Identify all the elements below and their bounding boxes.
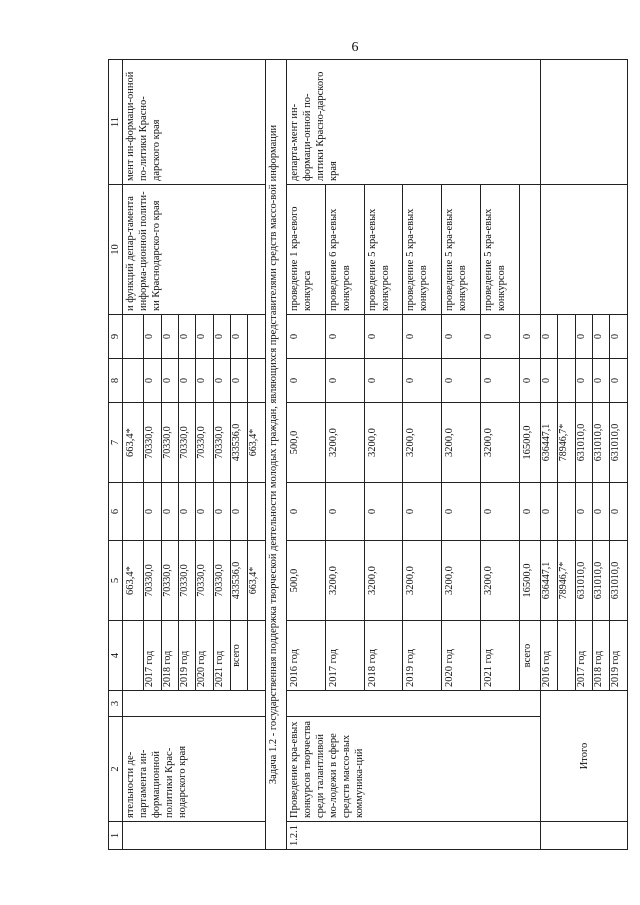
column-number: 7	[109, 403, 123, 483]
column-number-row	[109, 60, 123, 850]
value-cell: 0	[519, 483, 540, 541]
value-cell: 0	[231, 315, 248, 359]
column-number: 6	[109, 483, 123, 541]
value-cell: 0	[179, 315, 196, 359]
program-measures-table	[108, 59, 628, 850]
value-cell: 0	[480, 483, 519, 541]
task-row	[265, 60, 286, 850]
year-cell: 2019 год	[610, 621, 628, 691]
value-cell: 0	[480, 315, 519, 359]
value-cell: 3200,0	[364, 541, 403, 621]
executor-cell: мент ин-формаци-онной по-литики Красно-дарского края	[123, 60, 266, 185]
value-cell: 631010,0	[593, 541, 610, 621]
year-cell: 2016 год	[287, 621, 326, 691]
value-cell: 0	[442, 315, 481, 359]
value-cell: 0	[325, 315, 364, 359]
year-cell: 2019 год	[403, 621, 442, 691]
value-cell: 0	[144, 359, 161, 403]
value-cell: 0	[480, 359, 519, 403]
value-cell: 0	[610, 315, 628, 359]
value-cell: 0	[213, 483, 230, 541]
value-cell: 0	[196, 315, 213, 359]
value-cell: 663,4*	[123, 541, 144, 621]
value-cell: 3200,0	[442, 403, 481, 483]
column-number: 10	[109, 185, 123, 315]
value-cell: 0	[287, 359, 326, 403]
value-cell: 0	[593, 359, 610, 403]
value-cell: 3200,0	[480, 541, 519, 621]
year-cell: 2020 год	[442, 621, 481, 691]
value-cell: 3200,0	[442, 541, 481, 621]
column-number: 5	[109, 541, 123, 621]
value-cell: 16500,0	[519, 541, 540, 621]
value-cell: 70330,0	[144, 541, 161, 621]
executor-cell: департа-мент ин-формаци-онной по-литики Красно-дарского края	[287, 60, 541, 185]
value-cell: 500,0	[287, 403, 326, 483]
column-number: 4	[109, 621, 123, 691]
year-cell	[558, 621, 575, 691]
value-cell: 0	[161, 359, 178, 403]
value-cell: 0	[144, 315, 161, 359]
value-cell: 70330,0	[179, 403, 196, 483]
value-cell: 0	[213, 315, 230, 359]
measure-number-cell	[123, 822, 266, 850]
value-cell: 0	[541, 359, 558, 403]
value-cell: 0	[403, 483, 442, 541]
measure-name-cell: Проведение кра-евых конкурсов творчества среди талантливой мо-лодежи в сфере средств массо-вых коммуника-ций	[287, 717, 541, 822]
value-cell: 0	[575, 359, 592, 403]
value-cell: 3200,0	[480, 403, 519, 483]
year-cell: всего	[231, 621, 248, 691]
value-cell	[558, 359, 575, 403]
year-cell: 2021 год	[480, 621, 519, 691]
value-cell: 631010,0	[610, 403, 628, 483]
value-cell: 70330,0	[196, 403, 213, 483]
year-cell: 2016 год	[541, 621, 558, 691]
value-cell: 70330,0	[213, 541, 230, 621]
value-cell: 3200,0	[364, 403, 403, 483]
value-cell: 0	[161, 483, 178, 541]
value-cell: 0	[403, 315, 442, 359]
value-cell: 0	[144, 483, 161, 541]
result-cell: проведение 5 кра-евых конкурсов	[442, 185, 481, 315]
value-cell: 0	[575, 315, 592, 359]
value-cell: 663,4*	[248, 541, 265, 621]
value-cell	[123, 315, 144, 359]
column-number: 11	[109, 60, 123, 185]
value-cell: 0	[593, 483, 610, 541]
value-cell: 0	[593, 315, 610, 359]
value-cell	[558, 483, 575, 541]
table-row	[541, 60, 558, 850]
executor-cell	[541, 60, 628, 185]
column-number: 2	[109, 717, 123, 822]
result-cell	[541, 185, 628, 315]
value-cell	[558, 315, 575, 359]
value-cell: 0	[403, 359, 442, 403]
value-cell: 3200,0	[403, 541, 442, 621]
year-cell: 2020 год	[196, 621, 213, 691]
year-cell	[248, 621, 265, 691]
measure-number-cell	[541, 822, 628, 850]
value-cell: 70330,0	[213, 403, 230, 483]
value-cell: 0	[287, 315, 326, 359]
value-cell: 0	[161, 315, 178, 359]
table-row	[123, 60, 144, 850]
value-cell: 631010,0	[593, 403, 610, 483]
value-cell: 0	[364, 483, 403, 541]
value-cell: 663,4*	[123, 403, 144, 483]
col3-cell	[123, 691, 266, 717]
year-cell: 2018 год	[364, 621, 403, 691]
value-cell: 0	[231, 359, 248, 403]
value-cell: 0	[179, 483, 196, 541]
value-cell: 0	[325, 483, 364, 541]
year-cell: 2018 год	[593, 621, 610, 691]
value-cell: 0	[610, 359, 628, 403]
year-cell: 2017 год	[575, 621, 592, 691]
value-cell	[123, 359, 144, 403]
value-cell: 500,0	[287, 541, 326, 621]
value-cell: 0	[364, 315, 403, 359]
value-cell: 16500,0	[519, 403, 540, 483]
result-cell: проведение 6 кра-евых конкурсов	[325, 185, 364, 315]
year-cell: 2017 год	[325, 621, 364, 691]
column-number: 8	[109, 359, 123, 403]
value-cell: 70330,0	[161, 541, 178, 621]
value-cell: 78946,7*	[558, 541, 575, 621]
value-cell: 0	[575, 483, 592, 541]
value-cell: 0	[196, 483, 213, 541]
value-cell: 636447,1	[541, 541, 558, 621]
year-cell: 2017 год	[144, 621, 161, 691]
year-cell: всего	[519, 621, 540, 691]
value-cell: 0	[196, 359, 213, 403]
value-cell	[248, 315, 265, 359]
value-cell: 70330,0	[179, 541, 196, 621]
value-cell: 631010,0	[575, 541, 592, 621]
page-number: 6	[351, 40, 359, 55]
column-number: 3	[109, 691, 123, 717]
value-cell: 3200,0	[325, 541, 364, 621]
value-cell: 631010,0	[575, 403, 592, 483]
result-cell: и функций депар-тамента информа-ционной полити-ки Краснодарско-го края	[123, 185, 266, 315]
value-cell: 0	[519, 359, 540, 403]
value-cell: 636447,1	[541, 403, 558, 483]
value-cell: 70330,0	[196, 541, 213, 621]
value-cell: 0	[541, 483, 558, 541]
value-cell: 0	[610, 483, 628, 541]
table-rotation-frame	[108, 60, 628, 850]
value-cell: 0	[442, 359, 481, 403]
year-cell: 2018 год	[161, 621, 178, 691]
value-cell: 78946,7*	[558, 403, 575, 483]
value-cell: 3200,0	[403, 403, 442, 483]
value-cell: 0	[541, 315, 558, 359]
result-cell	[519, 185, 540, 315]
value-cell: 0	[213, 359, 230, 403]
value-cell: 0	[325, 359, 364, 403]
rotated-table-sheet	[108, 60, 628, 850]
value-cell	[248, 483, 265, 541]
measure-number-cell: 1.2.1	[287, 822, 541, 850]
value-cell: 433536,0	[231, 541, 248, 621]
column-number: 1	[109, 822, 123, 850]
value-cell	[123, 483, 144, 541]
year-cell: 2021 год	[213, 621, 230, 691]
value-cell: 70330,0	[144, 403, 161, 483]
result-cell: проведение 5 кра-евых конкурсов	[364, 185, 403, 315]
task-heading: Задача 1.2 - государственная поддержка творческой деятельности молодых граждан, являющихся представителями средств массо-вой информации	[265, 60, 286, 850]
year-cell: 2019 год	[179, 621, 196, 691]
value-cell: 663,4*	[248, 403, 265, 483]
value-cell: 631010,0	[610, 541, 628, 621]
value-cell: 0	[287, 483, 326, 541]
value-cell: 70330,0	[161, 403, 178, 483]
column-number: 9	[109, 315, 123, 359]
result-cell: проведение 1 кра-евого конкурса	[287, 185, 326, 315]
col3-cell	[287, 691, 541, 717]
measure-name-cell: ятельности де-партамента ин-формационной политики Крас-нодарского края	[123, 717, 266, 822]
value-cell: 0	[231, 483, 248, 541]
value-cell: 433536,0	[231, 403, 248, 483]
result-cell: проведение 5 кра-евых конкурсов	[403, 185, 442, 315]
value-cell: 3200,0	[325, 403, 364, 483]
value-cell: 0	[364, 359, 403, 403]
value-cell: 0	[179, 359, 196, 403]
value-cell: 0	[519, 315, 540, 359]
value-cell: 0	[442, 483, 481, 541]
year-cell	[123, 621, 144, 691]
table-row	[287, 60, 326, 850]
result-cell: проведение 5 кра-евых конкурсов	[480, 185, 519, 315]
total-label: Итого	[541, 691, 628, 822]
value-cell	[248, 359, 265, 403]
